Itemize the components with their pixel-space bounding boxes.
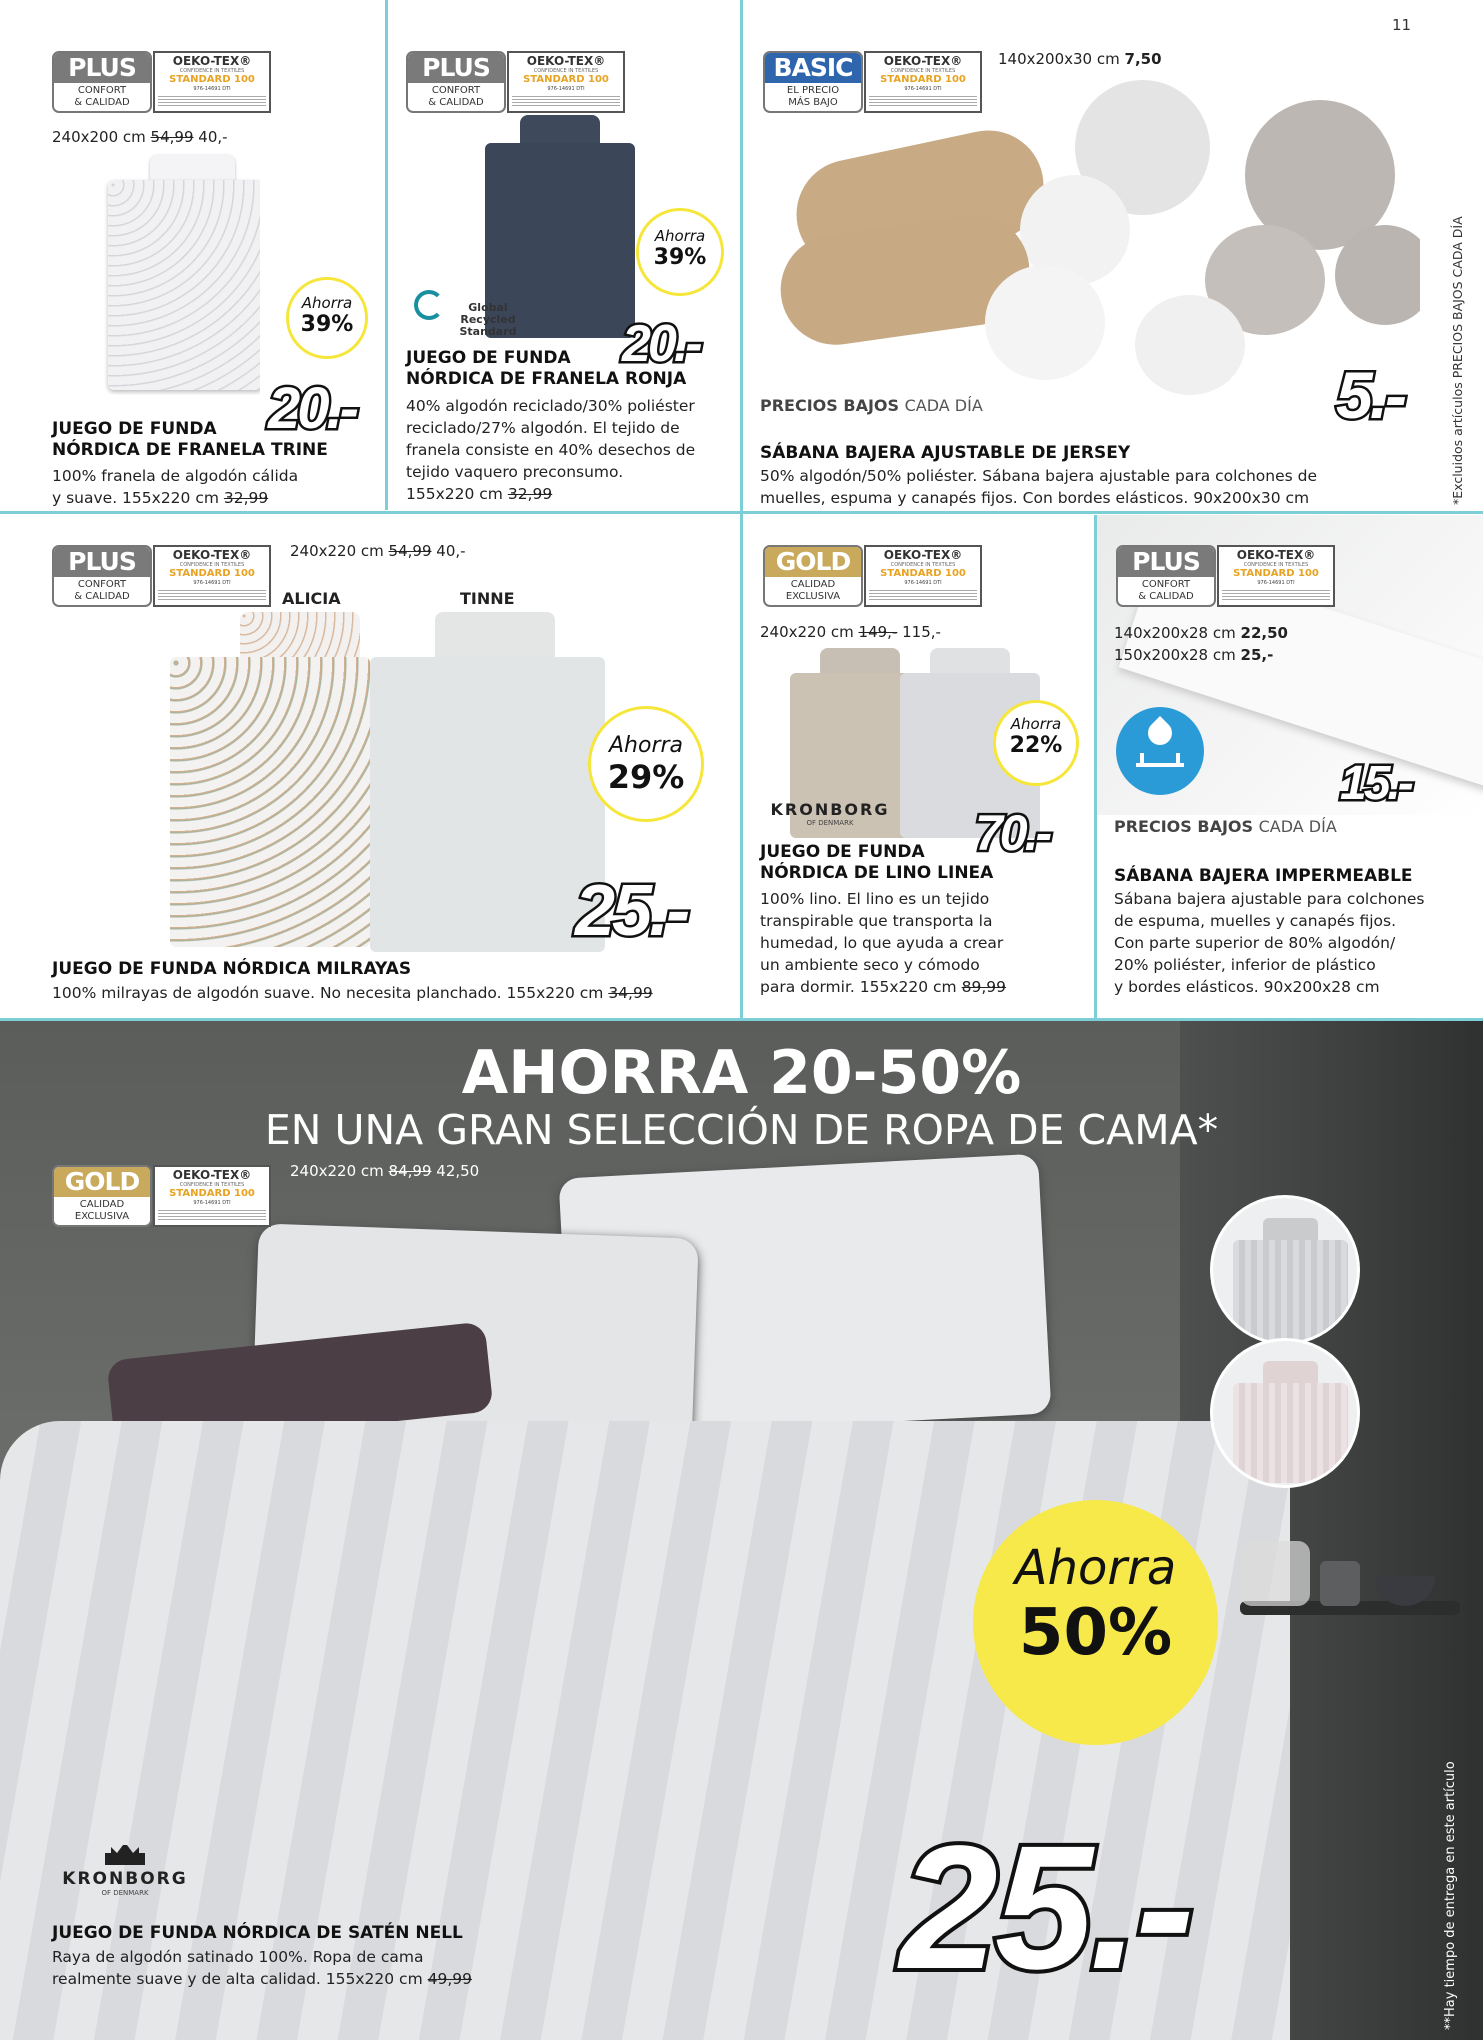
product-title: JUEGO DE FUNDA NÓRDICA DE SATÉN NELL [52, 1923, 463, 1943]
kronborg-logo: KRONBORG OF DENMARK [50, 1845, 200, 1897]
savings-bubble: Ahorra 29% [588, 706, 704, 822]
gold-badge: GOLD CALIDAD EXCLUSIVA [763, 545, 863, 607]
product-title: JUEGO DE FUNDA NÓRDICA DE FRANELA TRINE [52, 419, 328, 460]
savings-bubble: Ahorra 39% [286, 277, 368, 359]
price: 5.- [1336, 358, 1405, 432]
plus-badge: PLUS CONFORT & CALIDAD [52, 51, 152, 113]
banner-headline: AHORRA 20-50% [461, 1038, 1022, 1108]
product-title: JUEGO DE FUNDA NÓRDICA MILRAYAS [52, 959, 412, 979]
kronborg-logo: KRONBORG OF DENMARK [770, 800, 890, 827]
savings-bubble: Ahorra 50% [973, 1500, 1218, 1745]
price: 70.- [975, 805, 1050, 861]
product-image-milrayas [170, 612, 610, 952]
castle-icon [105, 1845, 145, 1865]
price: 25.- [900, 1810, 1192, 2006]
product-image-jersey [775, 75, 1420, 395]
price: 20.- [268, 376, 356, 441]
variant-label-tinne: TINNE [460, 589, 515, 608]
divider [740, 0, 743, 1020]
plus-badge: PLUS CONFORT & CALIDAD [406, 51, 506, 113]
page-number: 11 [1392, 16, 1412, 34]
side-note: *Excluidos artículos PRECIOS BAJOS CADA DÍA [1450, 216, 1465, 505]
price: 20.- [622, 315, 700, 373]
price: 15.- [1340, 757, 1411, 810]
oeko-tex-label: OEKO-TEX® CONFIDENCE IN TEXTILES STANDARD 100 976-14691 DTI [507, 51, 625, 113]
product-description: 100% franela de algodón cálida y suave. 155x220 cm 32,99 [52, 467, 299, 507]
size-price: 240x220 cm 84,99 42,50 [290, 1162, 480, 1180]
precios-bajos-label: PRECIOS BAJOS CADA DÍA [760, 396, 983, 415]
product-title: JUEGO DE FUNDA NÓRDICA DE FRANELA RONJA [406, 348, 687, 389]
variant-thumb-grey [1210, 1195, 1360, 1345]
oeko-tex-label: OEKO-TEX® CONFIDENCE IN TEXTILES STANDARD 100 976-14691 DTI [153, 51, 271, 113]
divider [0, 511, 1483, 514]
precios-bajos-label: PRECIOS BAJOS CADA DÍA [1114, 817, 1337, 836]
size-price: 240x220 cm 149,- 115,- [760, 623, 941, 641]
oeko-tex-label: OEKO-TEX® CONFIDENCE IN TEXTILES STANDARD 100 976-14691 DTI [153, 545, 271, 607]
size-price: 240x220 cm 54,99 40,- [290, 542, 466, 560]
oeko-tex-label: OEKO-TEX® CONFIDENCE IN TEXTILES STANDARD 100 976-14691 DTI [1217, 545, 1335, 607]
savings-bubble: Ahorra 39% [636, 208, 724, 296]
product-description: 100% milrayas de algodón suave. No necesita planchado. 155x220 cm 34,99 [52, 984, 653, 1002]
product-title: SÁBANA BAJERA AJUSTABLE DE JERSEY [760, 443, 1131, 463]
waterproof-icon [1116, 707, 1204, 795]
basic-badge: BASIC EL PRECIO MÁS BAJO [763, 51, 863, 113]
product-title: SÁBANA BAJERA IMPERMEABLE [1114, 866, 1413, 886]
divider [385, 0, 388, 510]
product-description: Sábana bajera ajustable para colchones de espuma, muelles y canapés fijos. Con parte superior de 80% algodón/ 20% poliéster, inferior de plástico y bordes elásticos. 90x200x28 cm [1114, 890, 1425, 996]
size-price: 140x200x28 cm 22,50 150x200x28 cm 25,- [1114, 624, 1288, 664]
side-note-delivery: **Hay tiempo de entrega en este artículo [1443, 1761, 1458, 2030]
product-description: 40% algodón reciclado/30% poliéster reciclado/27% algodón. El tejido de franela consiste en 40% desechos de tejido vaquero preconsumo. 155x220 cm 32,99 [406, 397, 696, 503]
price: 25.- [575, 871, 688, 951]
oeko-tex-label: OEKO-TEX® CONFIDENCE IN TEXTILES STANDARD 100 976-14691 DTI [864, 545, 982, 607]
variant-thumb-pink [1210, 1338, 1360, 1488]
plus-badge: PLUS CONFORT & CALIDAD [52, 545, 152, 607]
size-price: 140x200x30 cm 7,50 [998, 50, 1162, 68]
global-recycled-logo: Global Recycled Standard [410, 288, 536, 332]
savings-bubble: Ahorra 22% [993, 700, 1079, 786]
product-description: 50% algodón/50% poliéster. Sábana bajera ajustable para colchones de muelles, espuma y canapés fijos. Con bordes elásticos. 90x200x30 cm [760, 467, 1318, 507]
size-price: 240x200 cm 54,99 40,- [52, 128, 228, 146]
product-title: JUEGO DE FUNDA NÓRDICA DE LINO LINEA [760, 842, 994, 883]
variant-label-alicia: ALICIA [282, 589, 341, 608]
plus-badge: PLUS CONFORT & CALIDAD [1116, 545, 1216, 607]
banner-subline: EN UNA GRAN SELECCIÓN DE ROPA DE CAMA* [264, 1106, 1219, 1154]
oeko-tex-label: OEKO-TEX® CONFIDENCE IN TEXTILES STANDARD 100 976-14691 DTI [153, 1165, 271, 1227]
product-description: 100% lino. El lino es un tejido transpirable que transporta la humedad, lo que ayuda a crear un ambiente seco y cómodo para dormir. 155x220 cm 89,99 [760, 890, 1006, 996]
product-image-trine [100, 150, 260, 395]
gold-badge: GOLD CALIDAD EXCLUSIVA [52, 1165, 152, 1227]
product-description: Raya de algodón satinado 100%. Ropa de cama realmente suave y de alta calidad. 155x220 cm 49,99 [52, 1948, 472, 1988]
oeko-tex-label: OEKO-TEX® CONFIDENCE IN TEXTILES STANDARD 100 976-14691 DTI [864, 51, 982, 113]
